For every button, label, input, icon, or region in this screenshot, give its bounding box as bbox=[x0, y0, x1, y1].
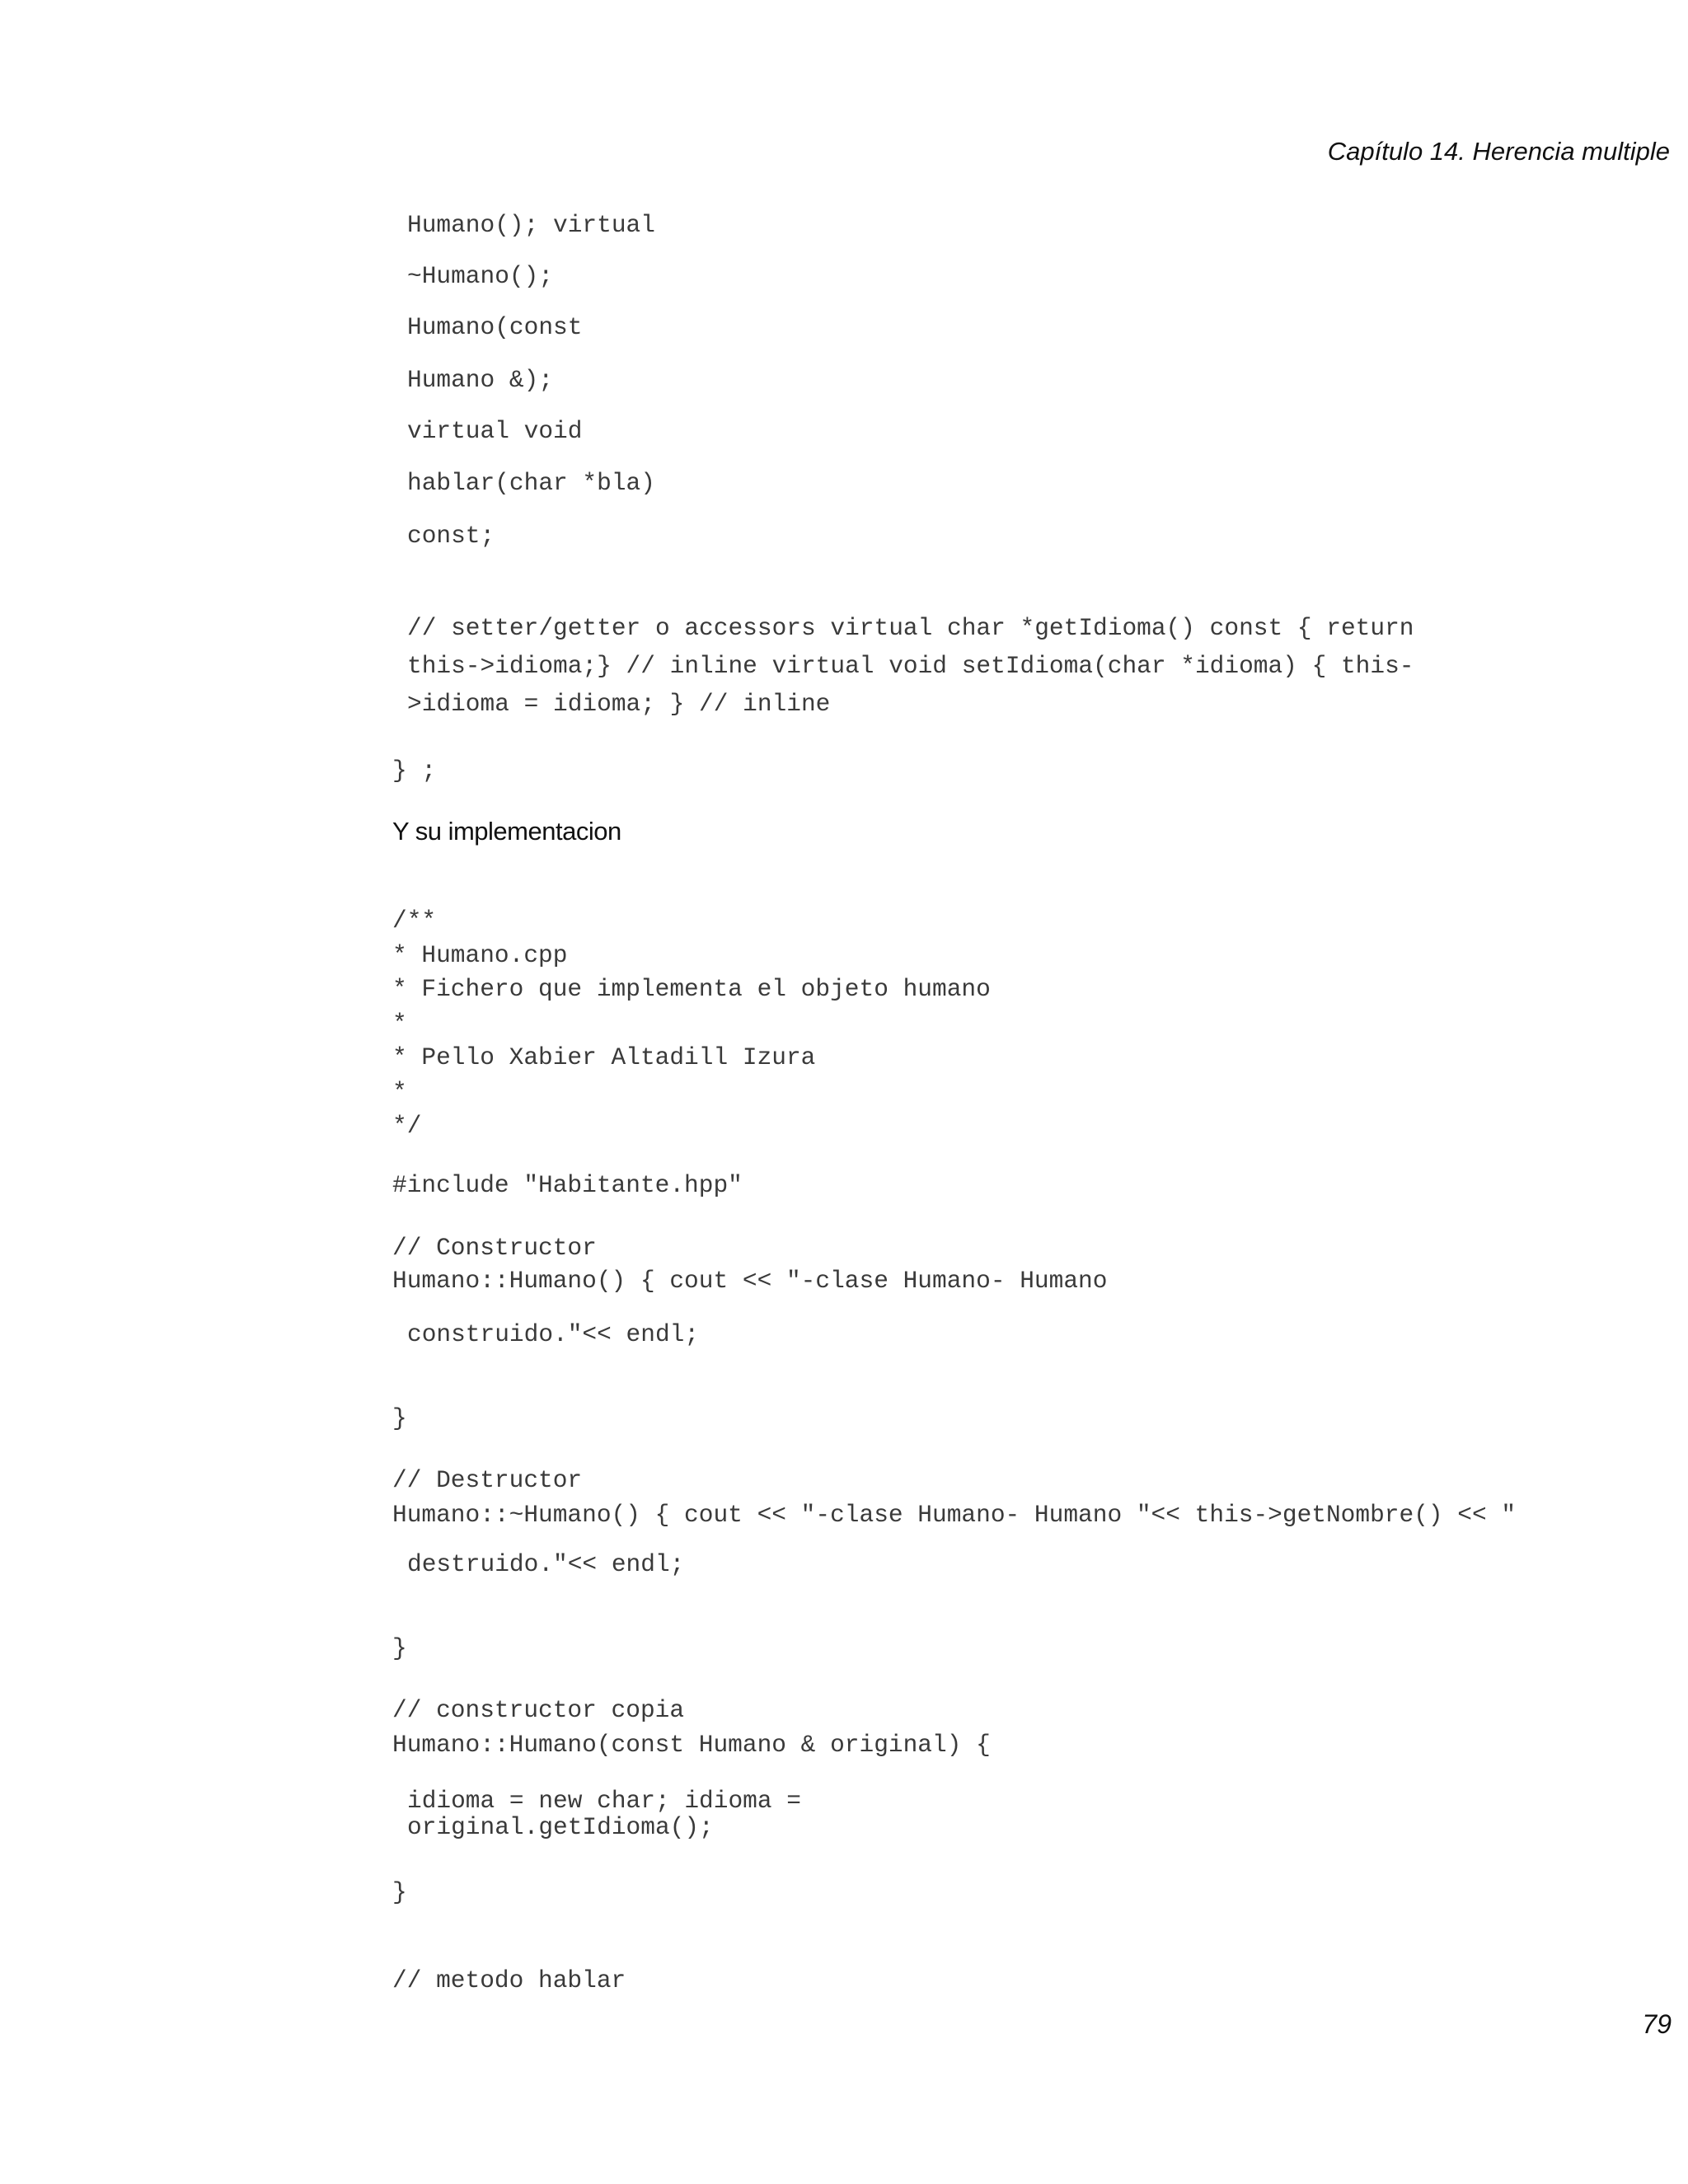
code-block-destructor: // Destructor Humano::~Humano() { cout << "-clase Humano- Humano "<< this->getNombre() << " bbox=[392, 1466, 1517, 1529]
code-line: // metodo hablar bbox=[392, 1966, 626, 1994]
chapter-header: Capítulo 14. Herencia multiple bbox=[1327, 137, 1670, 166]
code-block-constructor: // Constructor Humano::Humano() { cout << "-clase Humano- Humano bbox=[392, 1234, 1108, 1295]
code-line: ~Humano(); bbox=[407, 262, 554, 290]
code-line: virtual void bbox=[407, 417, 583, 445]
code-line: Humano(const bbox=[407, 313, 583, 341]
code-line: Humano &); bbox=[407, 366, 554, 394]
code-line: Humano(); virtual bbox=[407, 211, 655, 239]
code-line: } bbox=[392, 1404, 407, 1432]
code-block-copy-body: idioma = new char; idioma = original.getIdioma(); bbox=[407, 1787, 801, 1841]
code-line: const; bbox=[407, 522, 495, 550]
section-text: Y su implementacion bbox=[392, 817, 621, 846]
code-line: hablar(char *bla) bbox=[407, 469, 655, 497]
code-block-copy-constructor: // constructor copia Humano::Humano(const Humano & original) { bbox=[392, 1696, 991, 1759]
code-line: } bbox=[392, 1878, 407, 1906]
code-line-include: #include "Habitante.hpp" bbox=[392, 1171, 743, 1199]
code-block-accessors: // setter/getter o accessors virtual char *getIdioma() const { return this->idioma;} // inline virtual void setIdioma(char *idioma) { this- >idioma = idioma; } // inline bbox=[407, 614, 1414, 718]
page-number: 79 bbox=[1642, 2009, 1672, 2039]
code-line: } ; bbox=[392, 757, 437, 785]
code-comment-header: /** * Humano.cpp * Fichero que implementa el objeto humano * * Pello Xabier Altadill Izura * */ bbox=[392, 907, 991, 1140]
code-line: destruido."<< endl; bbox=[407, 1550, 685, 1578]
code-line: } bbox=[392, 1634, 407, 1662]
code-line: construido."<< endl; bbox=[407, 1320, 700, 1348]
